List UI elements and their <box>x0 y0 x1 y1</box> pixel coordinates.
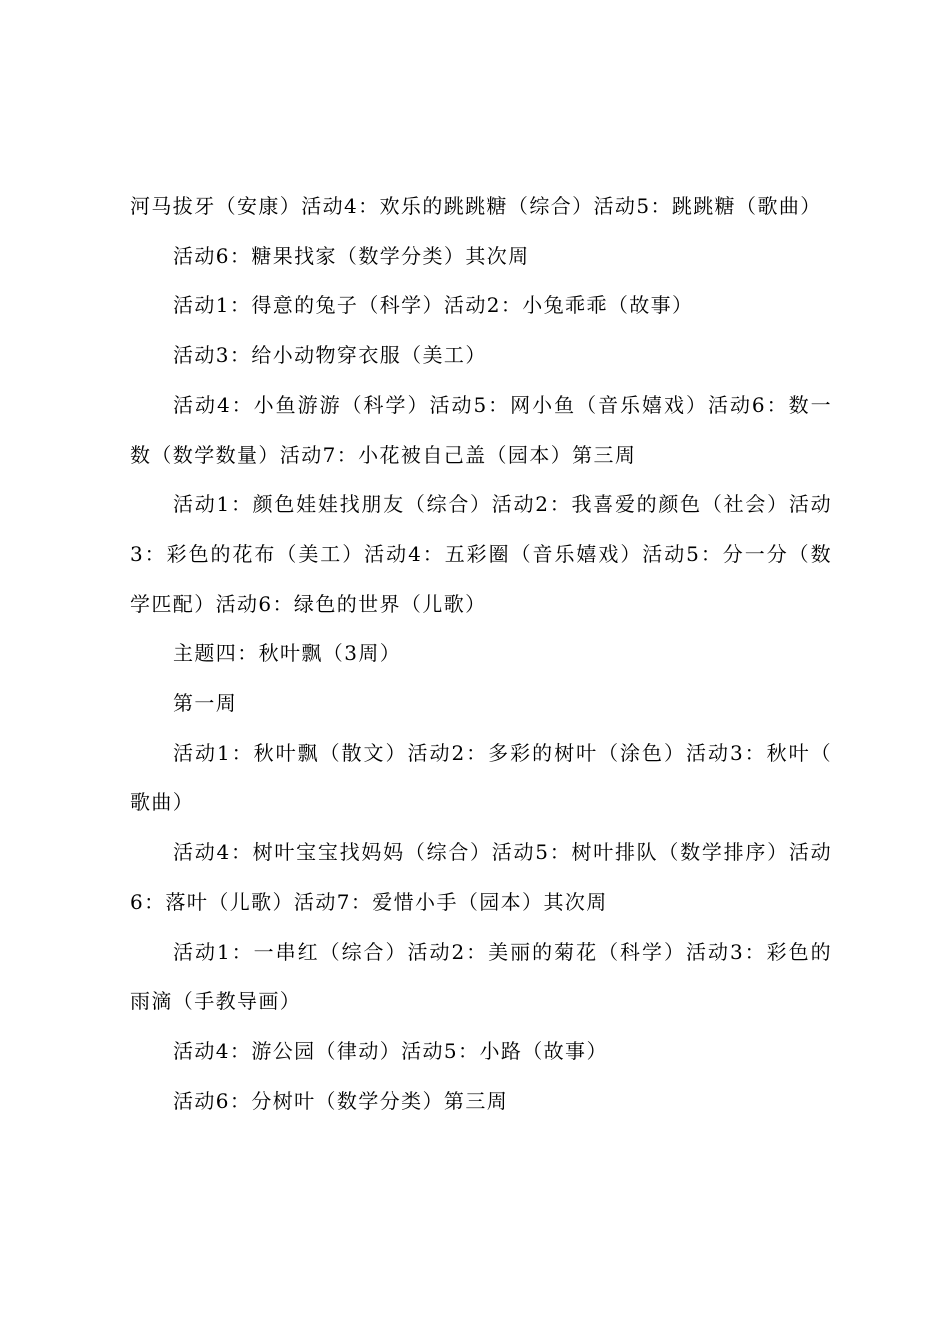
document-body <box>130 182 832 1126</box>
paragraph: 河马拔牙（安康）活动4：欢乐的跳跳糖（综合）活动5：跳跳糖（歌曲） <box>130 194 822 218</box>
paragraph: 活动1：得意的兔子（科学）活动2：小兔乖乖（故事） <box>173 293 694 318</box>
paragraph: 活动1：颜色娃娃找朋友（综合）活动2：我喜爱的颜色（社会）活动3：彩色的花布（美工）活动4：五彩圈（音乐嬉戏）活动5：分一分（数学匹配）活动6：绿色的世界（儿歌） <box>130 492 832 616</box>
paragraph: 活动6：糖果找家（数学分类）其次周 <box>173 243 530 268</box>
paragraph: 活动1：一串红（综合）活动2：美丽的菊花（科学）活动3：彩色的雨滴（手教导画） <box>130 939 832 1014</box>
paragraph: 活动3：给小动物穿衣服（美工） <box>173 343 487 368</box>
section-heading: 主题四：秋叶飘（3周） <box>173 641 402 666</box>
paragraph: 活动4：小鱼游游（科学）活动5：网小鱼（音乐嬉戏）活动6：数一数（数学数量）活动7：小花被自己盖（园本）第三周 <box>130 392 832 467</box>
paragraph: 活动6：分树叶（数学分类）第三周 <box>173 1088 509 1113</box>
paragraph: 活动4：树叶宝宝找妈妈（综合）活动5：树叶排队（数学排序）活动6：落叶（儿歌）活动7：爱惜小手（园本）其次周 <box>130 840 832 914</box>
paragraph: 活动4：游公园（律动）活动5：小路（故事） <box>173 1038 608 1063</box>
week-heading: 第一周 <box>173 691 238 716</box>
paragraph: 活动1：秋叶飘（散文）活动2：多彩的树叶（涂色）活动3：秋叶（歌曲） <box>130 740 832 815</box>
